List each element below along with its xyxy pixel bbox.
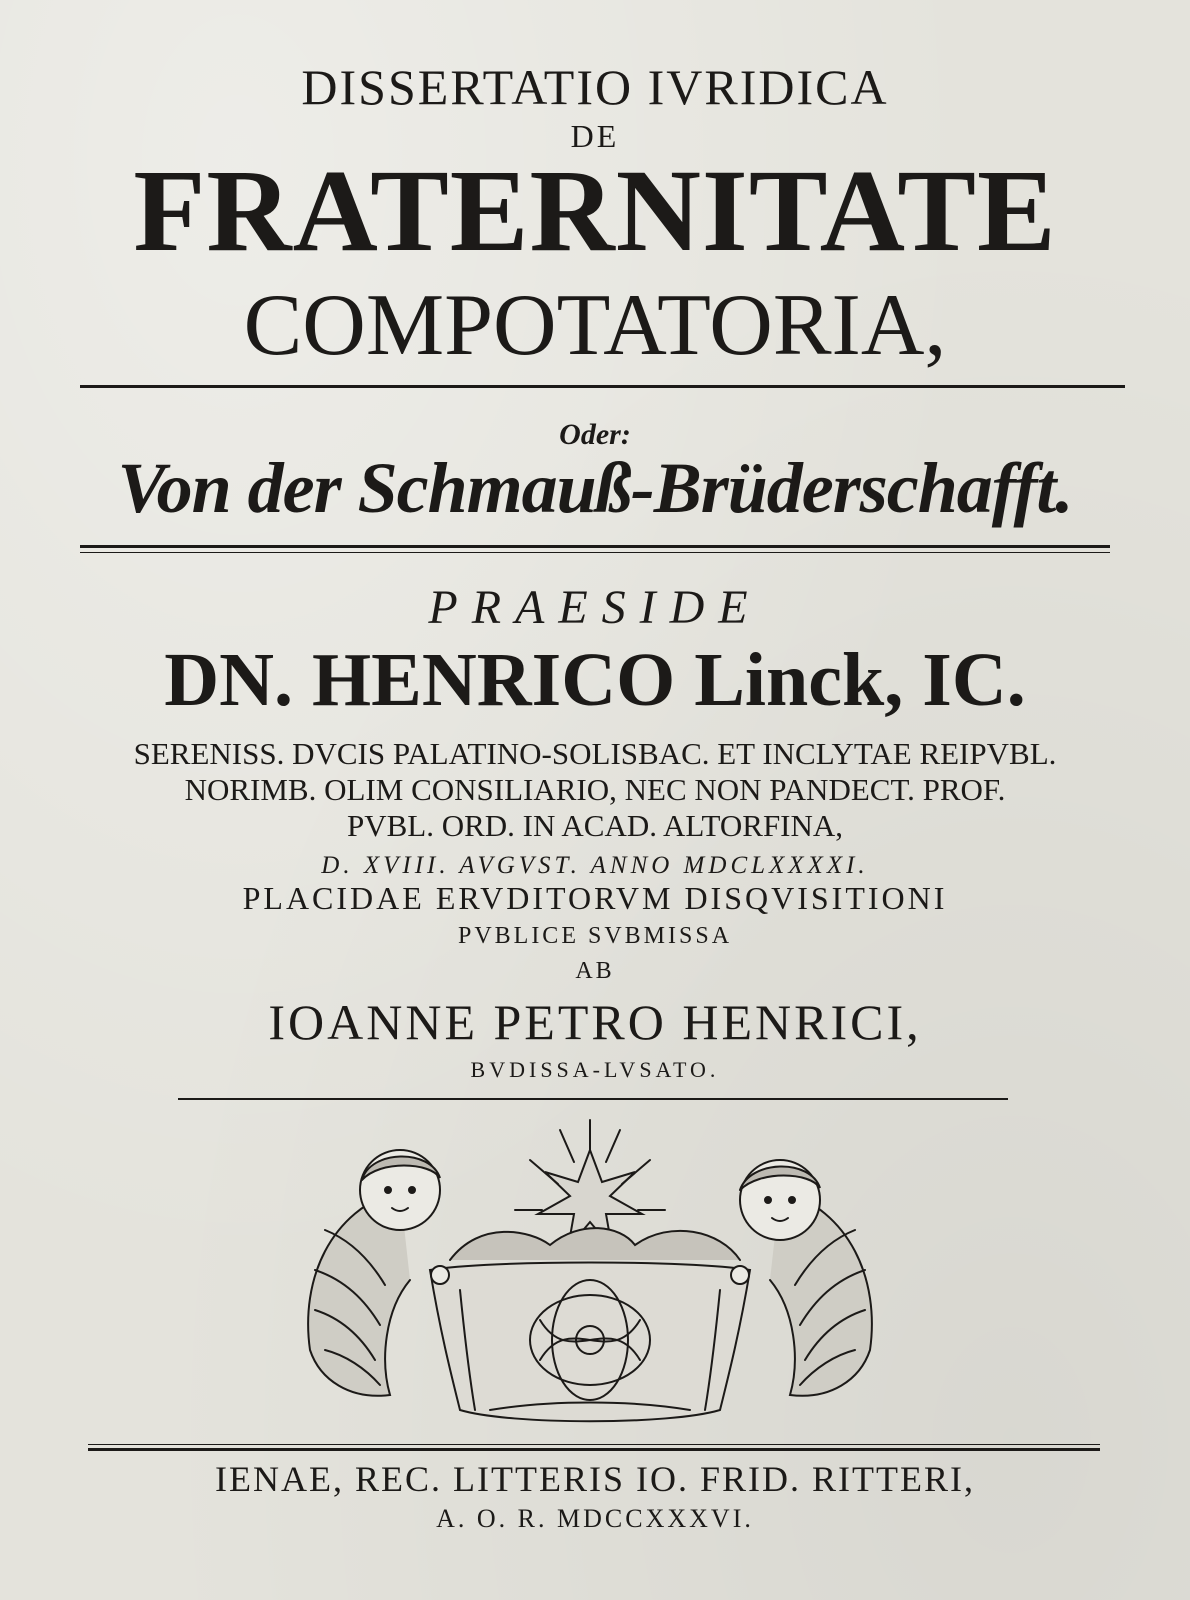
rule-divider-3	[178, 1098, 1008, 1100]
praeses-titles-line-2: NORIMB. OLIM CONSILIARIO, NEC NON PANDECT. PROF.	[184, 772, 1006, 807]
respondent-origin: BVDISSA-LVSATO.	[470, 1057, 720, 1082]
heading-fraternitate: FRATERNITATE	[133, 145, 1057, 276]
rule-divider-1	[80, 385, 1125, 388]
ab-line: AB	[575, 958, 615, 984]
publice-line: PVBLICE SVBMISSA	[457, 923, 733, 949]
heading-compotatoria: COMPOTATORIA,	[243, 277, 947, 374]
heading-de: DE	[570, 118, 620, 154]
praeses-name: DN. HENRICO Linck, IC.	[164, 638, 1026, 722]
cherubs-vignette-icon	[290, 1110, 890, 1430]
placidae-line: PLACIDAE ERVDITORVM DISQVISITIONI	[242, 880, 948, 916]
rule-divider-2	[80, 545, 1110, 548]
heading-dissertatio: DISSERTATIO IVRIDICA	[301, 59, 889, 115]
imprint-line-2: A. O. R. MDCCXXXVI.	[436, 1504, 754, 1533]
rule-divider-4	[88, 1448, 1100, 1451]
respondent-name: IOANNE PETRO HENRICI,	[268, 994, 922, 1050]
heading-oder: Oder:	[559, 418, 631, 451]
praeses-titles-line-3: PVBL. ORD. IN ACAD. ALTORFINA,	[346, 808, 844, 843]
praeses-titles-line-1: SERENISS. DVCIS PALATINO-SOLISBAC. ET INCLYTAE REIPVBL.	[133, 736, 1057, 771]
imprint-line-1: IENAE, REC. LITTERIS IO. FRID. RITTERI,	[215, 1459, 975, 1499]
german-subtitle: Von der Schmauß-Brüderschafft.	[117, 448, 1073, 528]
heading-praeside: PRAESIDE	[428, 581, 762, 634]
disputation-date: D. XVIII. AVGVST. ANNO MDCLXXXXI.	[321, 852, 869, 879]
